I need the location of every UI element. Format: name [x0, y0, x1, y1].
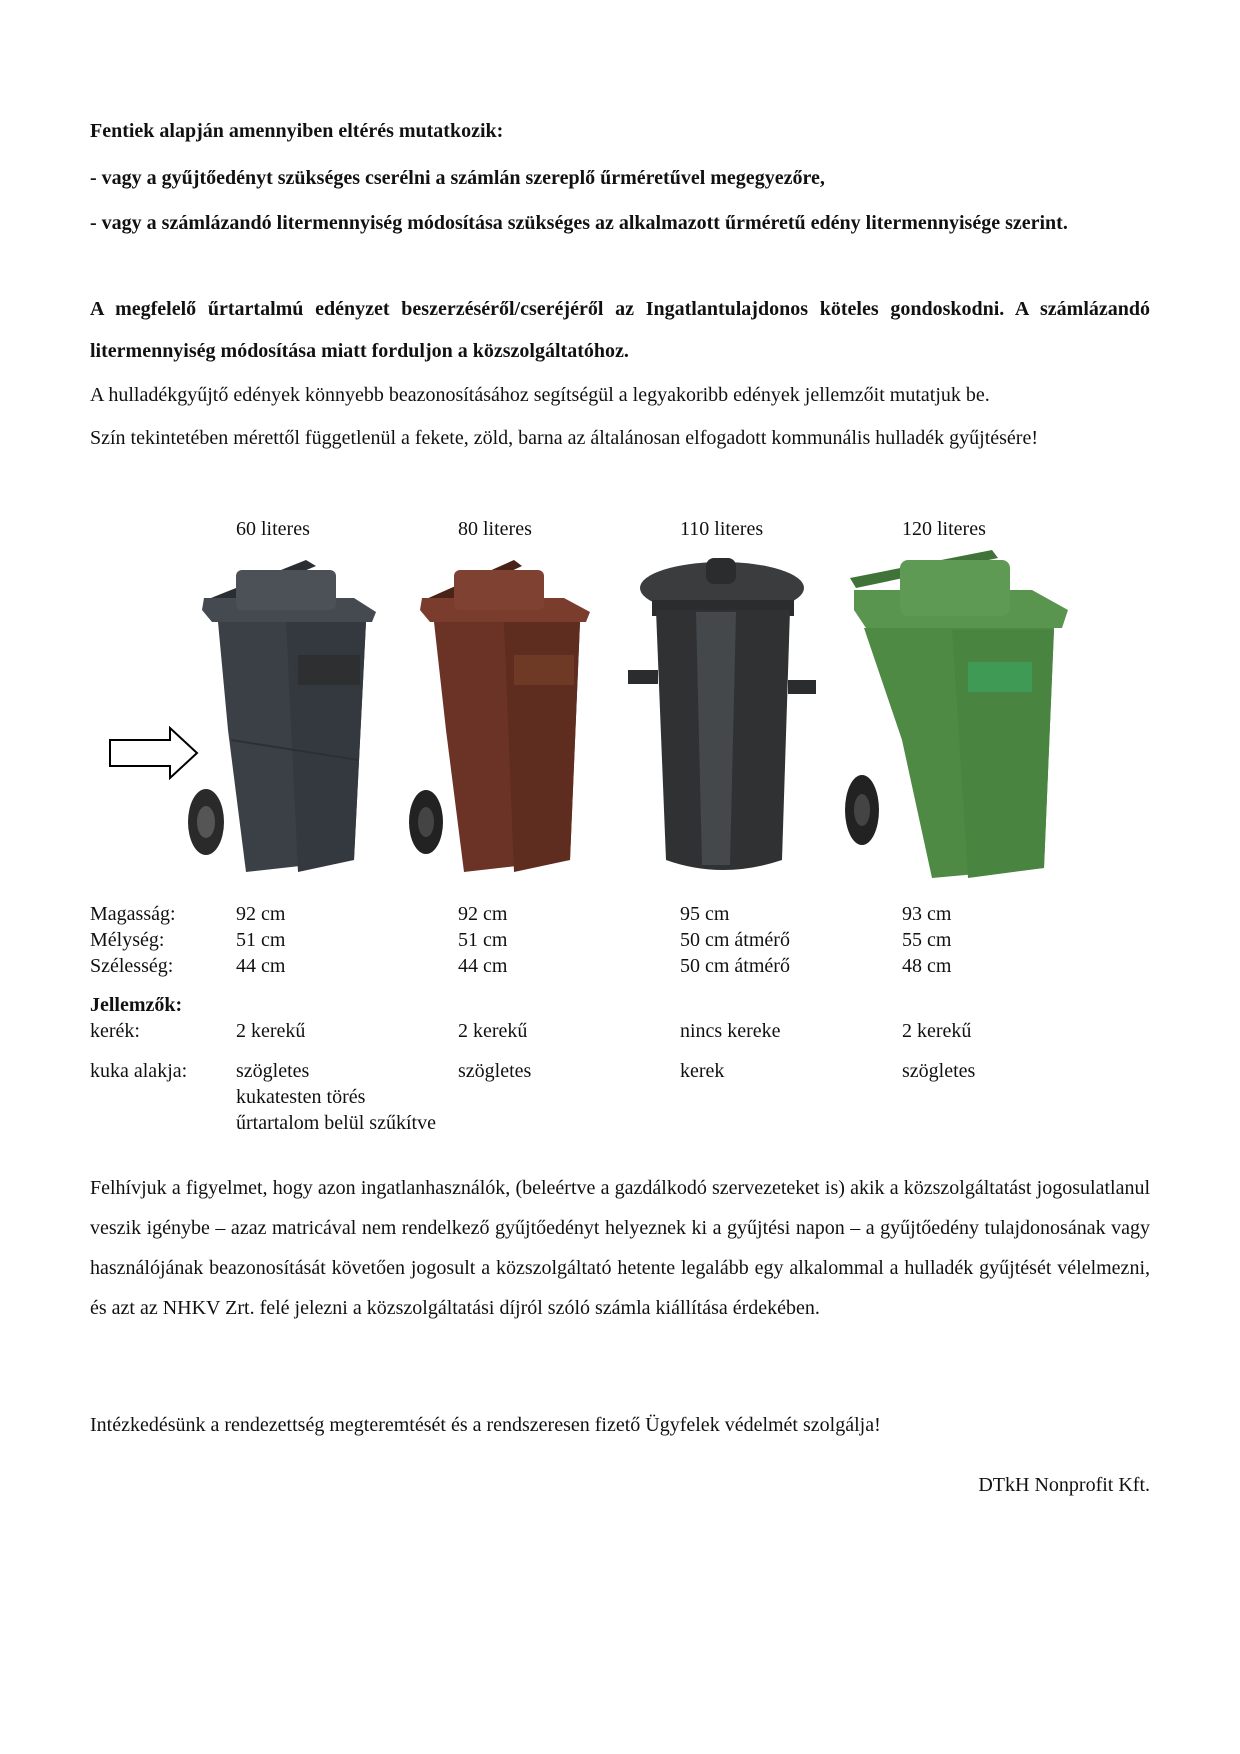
spec-80-shape: szögletes — [458, 1060, 532, 1082]
bin-60l-image — [176, 560, 380, 876]
spec-80-height: 92 cm — [458, 903, 508, 925]
spec-120-wheel: 2 kerekű — [902, 1020, 972, 1042]
notice-paragraph: Felhívjuk a figyelmet, hogy azon ingatlanhasználók, (beleértve a gazdálkodó szervezeteket is) akik a közszolgáltatást jogosulatlanul veszik igénybe – azaz matricával nem rendelkező gyűjtőedényt helyeznek ki a gyűjtési napon – a gyűjtőedény tulajdonosának vagy használójának beazonosítását követően jogosult a közszolgáltató hetente legalább egy alkalommal a hulladék gyűjtését vélelmezni, és azt az NHKV Zrt. felé jelezni a közszolgáltatási díjról szóló számla kiállítása érdekében. — [90, 1177, 1150, 1319]
spec-60-note-narrowed: űrtartalom belül szűkítve — [236, 1112, 436, 1134]
volume-label-120: 120 literes — [902, 518, 986, 540]
spec-60-depth: 51 cm — [236, 929, 286, 951]
option-modify-volume: - vagy a számlázandó litermennyiség módosítása szükséges az alkalmazott űrméretű edény litermennyisége szerint. — [90, 212, 1068, 234]
features-heading: Jellemzők: — [90, 994, 183, 1016]
bin-110l-image — [626, 550, 816, 880]
obligation-text: A megfelelő űrtartalmú edényzet beszerzéséről/cseréjéről az Ingatlantulajdonos köteles gondoskodni. A számlázandó litermennyiség módosítása miatt forduljon a közszolgáltatóhoz. — [90, 298, 1150, 362]
spec-110-shape: kerek — [680, 1060, 725, 1082]
spec-60-note-break: kukatesten törés — [236, 1086, 366, 1108]
volume-label-110: 110 literes — [680, 518, 764, 540]
volume-label-60: 60 literes — [236, 518, 310, 540]
intro-heading: Fentiek alapján amennyiben eltérés mutatkozik: — [90, 120, 504, 142]
bin-80l-image — [404, 560, 594, 876]
label-height: Magasság: — [90, 903, 176, 925]
identify-text: A hulladékgyűjtő edények könnyebb beazonosításához segítségül a legyakoribb edények jellemzőit mutatjuk be. — [90, 384, 990, 406]
spec-60-shape: szögletes — [236, 1060, 310, 1082]
spec-120-shape: szögletes — [902, 1060, 976, 1082]
spec-110-width: 50 cm átmérő — [680, 955, 790, 977]
spec-60-width: 44 cm — [236, 955, 286, 977]
spec-120-width: 48 cm — [902, 955, 952, 977]
label-depth: Mélység: — [90, 929, 165, 951]
spec-110-height: 95 cm — [680, 903, 730, 925]
label-shape: kuka alakja: — [90, 1060, 188, 1082]
colors-text: Szín tekintetében mérettől függetlenül a fekete, zöld, barna az általánosan elfogadott kommunális hulladék gyűjtésére! — [90, 427, 1038, 449]
label-width: Szélesség: — [90, 955, 174, 977]
option-replace-bin: - vagy a gyűjtőedényt szükséges cserélni a számlán szereplő űrméretűvel megegyezőre, — [90, 167, 825, 189]
spec-60-wheel: 2 kerekű — [236, 1020, 306, 1042]
spec-80-depth: 51 cm — [458, 929, 508, 951]
spec-80-width: 44 cm — [458, 955, 508, 977]
spec-120-height: 93 cm — [902, 903, 952, 925]
spec-120-depth: 55 cm — [902, 929, 952, 951]
spec-110-depth: 50 cm átmérő — [680, 929, 790, 951]
spec-60-height: 92 cm — [236, 903, 286, 925]
bin-120l-image — [842, 550, 1070, 880]
spec-80-wheel: 2 kerekű — [458, 1020, 528, 1042]
signature: DTkH Nonprofit Kft. — [978, 1474, 1150, 1496]
spec-110-wheel: nincs kereke — [680, 1020, 781, 1042]
label-wheel: kerék: — [90, 1020, 140, 1042]
closing-text: Intézkedésünk a rendezettség megteremtését és a rendszeresen fizető Ügyfelek védelmét szolgálja! — [90, 1414, 881, 1436]
volume-label-80: 80 literes — [458, 518, 532, 540]
